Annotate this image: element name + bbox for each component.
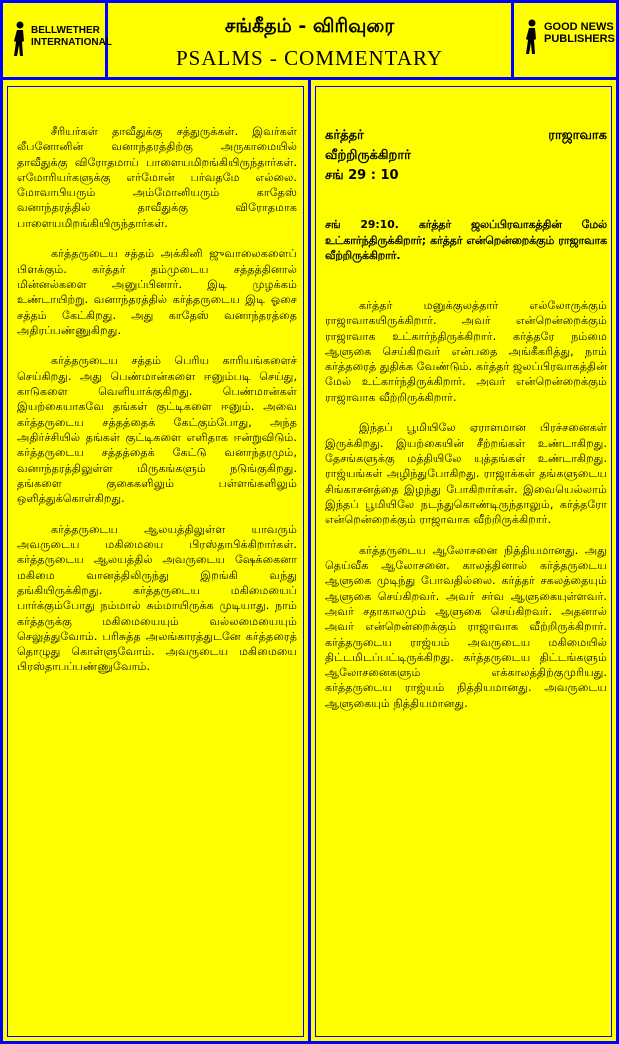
scripture-verse: சங் 29:10. கர்த்தர் ஜலப்பிரவாகத்தின் மேல் உட்கார்ந்திருக்கிறார்; கர்த்தர் என்றென்றைக்கும் ராஜாவாக வீற்றிருக்கிறார்.	[325, 218, 607, 262]
good-news-brand: GOOD NEWS PUBLISHERS	[544, 21, 615, 45]
section-heading	[325, 126, 607, 186]
left-column	[0, 80, 311, 1044]
paragraph: கர்த்தருடைய சத்தம் அக்கினி ஜுவாலைகளைப் பிளக்கும். கர்த்தர் தம்முடைய சத்தத்தினால் மின்னல்களை அனுப்பினார். இடி முழக்கம் உண்டாயிற்று. வனாந்தரத்தில் கர்த்தருடைய இடி ஓசை சத்தம் கேட்கிறது. அது காதேஸ் வனாந்தரத்தை அதிரப்பண்ணுகிறது.	[17, 247, 297, 337]
paragraph: கர்த்தர் மனுக்குலத்தார் எல்லோருக்கும் ராஜாவாகயிருக்கிறார். அவர் என்றென்றைக்கும் ராஜாவாக உட்கார்ந்திருக்கிறார். கர்த்தரே நம்மை ஆளுகை செய்கிறவர் என்பதை அங்கீகரித்து, நாம் கர்த்தரைத் துதிக்க வேண்டும். கர்த்தர் ஜலப்பிரவாகத்தின் மேல் உட்கார்ந்திருக்கிறார். அவர் என்றென்றைக்கும் ராஜாவாக வீற்றிருக்கிறார்.	[325, 299, 607, 404]
paragraph: கர்த்தருடைய ஆலோசனை நித்தியமானது. அது தெய்வீக ஆலோசனை. காலத்தினால் கர்த்தருடைய ஆளுகை முடிந்து போவதில்லை. கர்த்தர் சகலத்தையும் ஆளுகை செய்கிறவர். அவர் சர்வ ஆளுகையுள்ளவர். அவர் சதாகாலமும் ஆளுகை செய்கிறவர். அதனால் அவர் என்றென்றைக்கும் ராஜாவாக வீற்றிருக்கிறார். கர்த்தருடைய ராஜ்யம் அவருடைய மகிமையில் திட்டமிடப்பட்டிருக்கிறது. கர்த்தருடைய திட்டங்களும் ஆலோசனைகளும் எக்காலத்திற்குமுரியது. கர்த்தருடைய ராஜ்யம் நித்தியமானது. அவருடைய ஆளுகையும் நித்தியமானது.	[325, 543, 607, 710]
paragraph: கர்த்தருடைய ஆலயத்திலுள்ள யாவரும் அவருடைய மகிமையை பிரஸ்தாபிக்கிறார்கள். கர்த்தருடைய ஆலயத்தில் அவருடைய ஷேக்கைனா மகிமை வானத்திலிருந்து இறங்கி வந்து தங்கியிருக்கிறது. கர்த்தருடைய மகிமையைப் பார்க்கும்போது நம்மால் சும்மாயிருக்க முடியாது. நாம் கர்த்தருக்கு மகிமையையும் வல்லமையையும் செலுத்துவோம். பரிசுத்த அலங்காரத்துடனே கர்த்தரைத் தொழுது கொள்ளுவோம். அவருடைய மகிமையை பிரஸ்தாபப்பண்ணுவோம்.	[17, 522, 297, 674]
heading-line: வீற்றிருக்கிறார்	[325, 148, 411, 163]
paragraph: இந்தப் பூமியிலே ஏராளமான பிரச்சனைகள் இருக்கிறது. இயற்கையின் சீற்றங்கள் உண்டாகிறது. தேசங்களுக்கு மத்தியிலே யுத்தங்கள் உண்டாகிறது. ராஜ்யங்கள் அழிந்துபோகிறது. ராஜாக்கள் தங்களுடைய சிங்காசனத்தை இழந்து போகிறார்கள். இவையெல்லாம் இந்தப் பூமியிலே நடந்துகொண்டிருந்தாலும், கர்த்தரோ என்றென்றைக்கும் ராஜாவாக வீற்றிருக்கிறார்.	[325, 421, 607, 527]
right-column-text	[325, 298, 607, 726]
walking-man-icon	[523, 19, 539, 55]
bellwether-logo	[0, 0, 112, 80]
bellwether-brand: BELLWETHER INTERNATIONAL	[31, 25, 112, 48]
header	[0, 0, 619, 80]
left-column-text	[17, 124, 297, 690]
heading-word: ராஜாவாக	[548, 128, 607, 143]
good-news-logo	[511, 0, 619, 80]
page-title-tamil: சங்கீதம் - விரிவுரை	[224, 15, 395, 37]
page-title-english: PSALMS - COMMENTARY	[175, 46, 444, 70]
walking-man-icon	[11, 21, 27, 57]
heading-reference: சங் 29 : 10	[325, 168, 399, 183]
paragraph: கர்த்தருடைய சத்தம் பெரிய காரியங்களைச் செய்கிறது. அது பெண்மான்களை ஈனும்படி செய்து, காடுகளை வெளியாக்குகிறது. பெண்மான்கள் இயற்கையாகவே தங்கள் குட்டிகளை ஈனும். அவை கர்த்தருடைய சத்தத்தைக் கேட்கும்போது, அந்த அதிர்ச்சியில் தங்கள் குட்டிகளை எளிதாக ஈன்றுவிடும். கர்த்தருடைய சத்தத்தைக் கேட்டு வனாந்தரமும், வனாந்தரத்திலுள்ள மிருகங்களும் நடுங்குகிறது. தங்களை குகைகளிலும் பள்ளங்களிலும் ஒளித்துக்கொள்கிறது.	[17, 354, 297, 506]
content-columns	[0, 80, 619, 1044]
heading-word: கர்த்தர்	[325, 128, 364, 143]
right-column	[308, 80, 619, 1044]
page-title-box	[108, 0, 511, 80]
paragraph: சீரியர்கள் தாவீதுக்கு சத்துருக்கள். இவர்கள் லீபனோனின் வனாந்தரத்திற்கு அருகாமையில் தாவீதுக்கு விரோதமாய் பாளையமிறங்கியிருந்தார்கள். எமோரியர்களுக்கு எர்மோன் பர்வதமே எல்லை. மோவாபியரும் அம்மோனியரும் காதேஸ் வனாந்தரத்தில் தாவீதுக்கு விரோதமாக பாளையமிறங்கியிருந்தார்கள்.	[17, 125, 297, 230]
